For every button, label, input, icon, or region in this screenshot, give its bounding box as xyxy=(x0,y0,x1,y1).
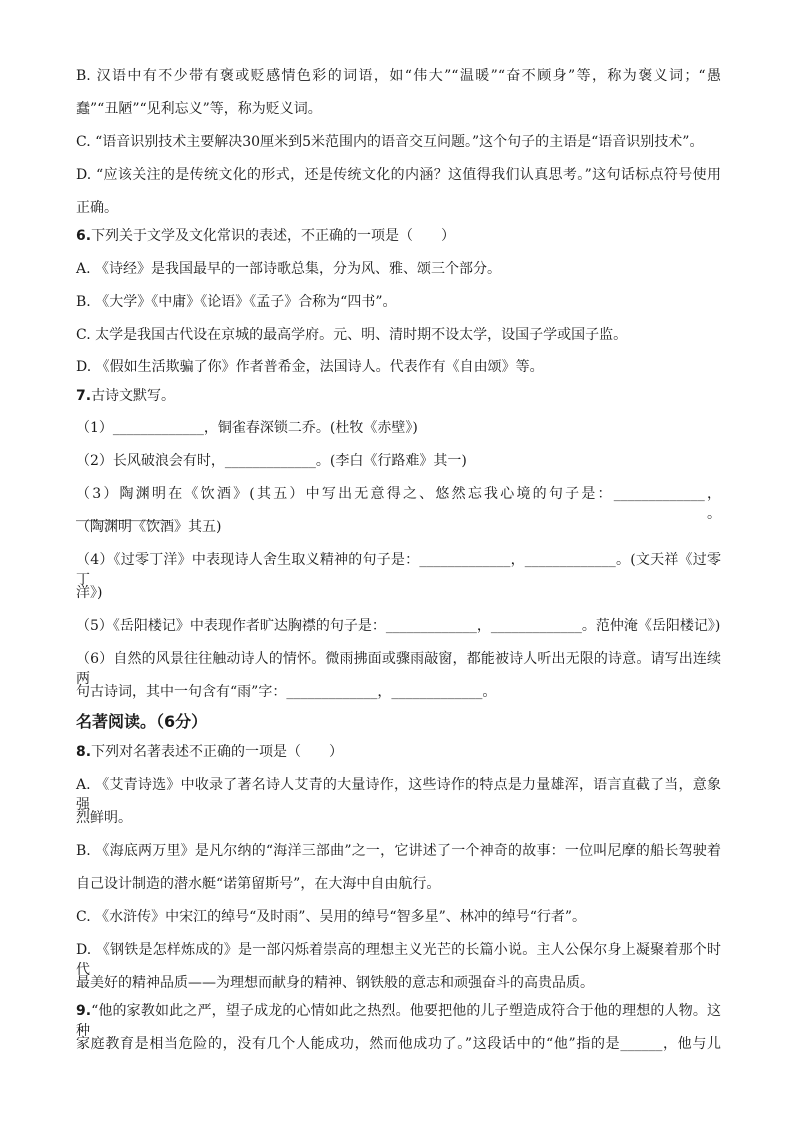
question-9-stem: “他的家教如此之严，望子成龙的心情如此之热烈。他要把他的儿子塑造成符合于他的理想的人物。这种 xyxy=(76,1003,721,1039)
option-5d-line2: 正确。 xyxy=(76,200,118,216)
item-7-6-line1: （6）自然的风景往往触动诗人的情怀。微雨拂面或骤雨敲窗，都能被诗人听出无限的诗意。请写出连续两 xyxy=(76,651,721,687)
option-5b-line2: 蠢”“丑陋”“见利忘义”等，称为贬义词。 xyxy=(76,101,322,117)
question-8 xyxy=(76,742,721,762)
option-6d: D. 《假如生活欺骗了你》作者普希金，法国诗人。代表作有《自由颂》等。 xyxy=(76,359,544,375)
question-9-line2: 家庭教育是相当危险的，没有几个人能成功，然而他成功了。”这段话中的“他”指的是______，他与儿 xyxy=(76,1036,721,1052)
question-6-stem: 下列关于文学及文化常识的表述，不正确的一项是（ ） xyxy=(91,228,456,244)
item-7-4-line2: 洋》) xyxy=(76,585,103,601)
option-8c: C. 《水浒传》中宋江的绰号“及时雨”、吴用的绰号“智多星”、林冲的绰号“行者”。 xyxy=(76,909,587,925)
item-7-6-line2: 句古诗词，其中一句含有“雨”字：_____________，_____________。 xyxy=(76,684,497,700)
question-6 xyxy=(76,226,721,246)
option-8a-line2: 烈鲜明。 xyxy=(76,810,132,826)
item-7-5: （5）《岳阳楼记》中表现作者旷达胸襟的句子是：_____________，_____________。范仲淹《岳阳楼记》) xyxy=(76,618,721,634)
option-6a: A. 《诗经》是我国最早的一部诗歌总集，分为风、雅、颂三个部分。 xyxy=(76,261,502,277)
option-8b-line2: 自己设计制造的潜水艇“诺第留斯号”，在大海中自由航行。 xyxy=(76,876,441,892)
item-7-1: （1）_____________，铜雀春深锁二乔。(杜牧《赤壁》) xyxy=(76,420,418,436)
option-8b-line1: B. 《海底两万里》是凡尔纳的“海洋三部曲”之一，它讲述了一个神奇的故事：一位叫尼摩的船长驾驶着 xyxy=(76,843,721,859)
question-9-number: 9. xyxy=(76,1003,92,1019)
question-6-number: 6. xyxy=(76,228,92,244)
option-8a-line1: A. 《艾青诗选》中收录了著名诗人艾青的大量诗作，这些诗作的特点是力量雄浑，语言直截了当，意象强 xyxy=(76,777,721,813)
question-7-number: 7. xyxy=(76,388,92,404)
question-8-number: 8. xyxy=(76,744,92,760)
option-5c: C. “语音识别技术主要解决30厘米到5米范围内的语音交互问题。”这个句子的主语是“语音识别技术”。 xyxy=(76,134,704,150)
option-6c: C. 太学是我国古代设在京城的最高学府。元、明、清时期不设太学，设国子学或国子监。 xyxy=(76,327,628,343)
option-8d-line2: 最美好的精神品质——为理想而献身的精神、钢铁般的意志和顽强奋斗的高贵品质。 xyxy=(76,975,594,991)
item-7-2: （2）长风破浪会有时，_____________。(李白《行路难》其一) xyxy=(76,453,467,469)
option-5b-line1: B. 汉语中有不少带有褒或贬感情色彩的词语，如“伟大”“温暖”“奋不顾身”等，称为褒义词；“愚 xyxy=(76,68,721,84)
item-7-4-line1: （4）《过零丁洋》中表现诗人舍生取义精神的句子是：_____________，_____________。(文天祥《过零丁 xyxy=(76,552,721,588)
option-6b: B. 《大学》《中庸》《论语》《孟子》合称为“四书”。 xyxy=(76,294,397,310)
question-7 xyxy=(76,386,721,406)
item-7-3-line1: （3）陶渊明在《饮酒》(其五）中写出无意得之、悠然忘我心境的句子是：_____________，_____________。 xyxy=(76,486,721,522)
section-heading: 名著阅读。（6分） xyxy=(76,712,208,731)
question-7-stem: 古诗文默写。 xyxy=(91,388,176,404)
question-8-stem: 下列对名著表述不正确的一项是（ ） xyxy=(91,744,344,760)
option-8d-line1: D. 《钢铁是怎样炼成的》是一部闪烁着崇高的理想主义光芒的长篇小说。主人公保尔身上凝聚着那个时代 xyxy=(76,942,721,978)
item-7-3-line2: （陶渊明《饮酒》其五) xyxy=(76,519,222,535)
option-5d-line1: D. “应该关注的是传统文化的形式，还是传统文化的内涵？这值得我们认真思考。”这句话标点符号使用 xyxy=(76,167,721,183)
